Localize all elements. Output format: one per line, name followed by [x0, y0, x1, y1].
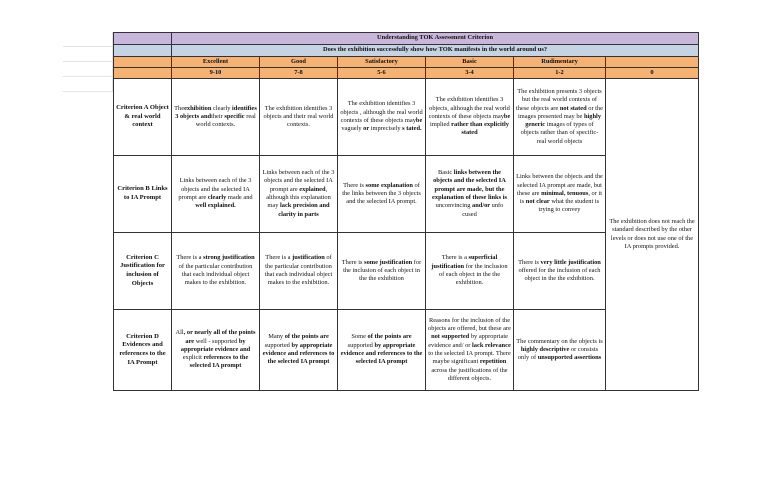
descriptor-emphasis: by appropriate evidence and references to the selected IA prompt	[340, 341, 423, 366]
descriptor-emphasis: minimal, tenuous	[541, 189, 589, 197]
descriptor-emphasis: or	[361, 125, 371, 133]
descriptor-cell	[338, 310, 426, 391]
descriptor-text: There is	[518, 258, 541, 266]
descriptor-emphasis: exhibition	[184, 104, 214, 112]
descriptor-emphasis: highly descriptive	[520, 345, 570, 353]
descriptor-text: to the selected IA prompt. There maybe significant	[428, 350, 511, 366]
descriptor-emphasis: and/or	[470, 202, 492, 210]
descriptor-emphasis: some justification	[364, 258, 413, 266]
descriptor-text: unfo cused	[462, 202, 504, 218]
descriptor-text: their	[211, 112, 225, 120]
descriptor-text: or consists only of	[517, 345, 599, 362]
descriptor-text: well - supported	[195, 337, 238, 345]
descriptor-cell	[172, 233, 260, 310]
descriptor-text: There is a	[265, 254, 293, 262]
band-range: 0	[606, 68, 699, 79]
descriptor-text: The exhibition presents 3 objects but the real world contexts of these objects are	[516, 87, 602, 112]
descriptor-emphasis: , or nearly all of the points are	[183, 329, 256, 345]
descriptor-text: supported	[264, 341, 290, 349]
descriptor-text: The exhibition identifies 3 objects and their real world contexts.	[263, 104, 334, 129]
descriptor-text: The exhibition identifies 3 objects, although the real world contexts of these objects may	[428, 96, 510, 120]
descriptor-text: unconvincing	[435, 202, 471, 210]
descriptor-emphasis: not clear	[525, 198, 550, 206]
band-range: 5-6	[338, 68, 426, 79]
spacer-cell	[114, 33, 172, 45]
descriptor-text: There is a	[441, 254, 469, 262]
descriptor-emphasis: explained	[299, 185, 326, 193]
descriptor-cell	[338, 233, 426, 310]
descriptor-cell	[338, 156, 426, 233]
descriptor-text: by appropriate evidence and/ or	[428, 333, 508, 349]
band-range: 3-4	[426, 68, 514, 79]
descriptor-text: All	[175, 329, 184, 337]
descriptor-emphasis: be	[415, 117, 423, 124]
band-label: Basic	[426, 57, 514, 68]
descriptor-cell	[260, 233, 338, 310]
descriptor-emphasis: of the points are	[283, 333, 329, 341]
descriptor-emphasis: be	[503, 112, 511, 120]
descriptor-text: , or it is	[519, 189, 603, 206]
descriptor-cell	[426, 233, 514, 310]
row-header-column	[63, 32, 113, 444]
descriptor-cell	[514, 79, 606, 156]
descriptor-emphasis: not supported	[431, 333, 470, 341]
descriptor-cell	[172, 310, 260, 391]
descriptor-cell	[514, 310, 606, 391]
descriptor-emphasis: some explanation	[365, 181, 413, 189]
descriptor-cell	[260, 310, 338, 391]
criterion-name: Criterion C Justification for inclusion of Objects	[114, 233, 172, 310]
descriptor-text: Many	[268, 333, 284, 341]
descriptor-text: supported	[347, 341, 373, 349]
descriptor-text: offered for the inclusion of each object in the the exhibition.	[518, 266, 601, 283]
descriptor-text: real world contexts.	[195, 112, 256, 129]
descriptor-text: of the links between the 3 objects and the selected IA prompt.	[342, 181, 421, 206]
descriptor-emphasis: links between the objects and the selected IA prompt are made, but the explanation of these links is	[432, 169, 507, 201]
band-label: Good	[260, 57, 338, 68]
band-label	[606, 57, 699, 68]
band-range: 9-10	[172, 68, 260, 79]
descriptor-text: , although this explanation may	[266, 185, 331, 210]
descriptor-text: Links between each of the 3 objects and the selected IA prompt are	[178, 177, 252, 201]
descriptor-text: vaguely	[341, 125, 362, 133]
descriptor-emphasis: strong justification	[203, 254, 255, 262]
descriptor-text: images of types of objects rather than of specific- real world objects	[520, 121, 599, 145]
descriptor-cell	[172, 156, 260, 233]
descriptor-emphasis: justification	[292, 254, 325, 262]
descriptor-emphasis: by appropriate evidence and references to the selected IA prompt	[262, 341, 335, 366]
spacer-cell	[114, 68, 172, 79]
descriptor-emphasis: unsupported assertions	[537, 354, 602, 362]
spacer-cell	[114, 57, 172, 68]
band-label: Satisfactory	[338, 57, 426, 68]
descriptor-emphasis: references to the selected IA prompt	[189, 354, 249, 370]
descriptor-text: of the particular contribution that each individual object makes to the exhibition.	[264, 254, 333, 287]
descriptor-text: clearly	[213, 104, 231, 112]
descriptor-text: There is	[343, 181, 366, 189]
descriptor-emphasis: rather than explicitly stated	[449, 121, 509, 137]
descriptor-text: There is a	[176, 254, 204, 262]
descriptor-text: Some	[351, 333, 366, 341]
descriptor-cell	[338, 79, 426, 156]
descriptor-cell	[426, 79, 514, 156]
descriptor-text: imprecisely	[370, 125, 401, 133]
descriptor-emphasis: s tated.	[400, 125, 422, 133]
descriptor-text: made and	[226, 194, 253, 201]
criterion-name: Criterion B Links to IA Prompt	[114, 156, 172, 233]
descriptor-text: explicit	[182, 354, 202, 362]
band-range: 7-8	[260, 68, 338, 79]
descriptor-text: There is	[341, 258, 365, 266]
descriptor-cell	[514, 156, 606, 233]
zero-band-description: The exhibition does not reach the standard described by the other levels or does not use one of the IA prompts provided.	[606, 79, 699, 391]
descriptor-emphasis: by appropriate evidence and	[180, 337, 251, 353]
descriptor-emphasis: superficial justification	[431, 254, 498, 270]
descriptor-emphasis: clearly	[207, 194, 227, 201]
descriptor-text: for the inclusion of each object in the the exhibition.	[438, 262, 508, 287]
descriptor-emphasis: highly generic	[525, 112, 602, 129]
descriptor-cell	[260, 79, 338, 156]
descriptor-text: what the student is trying to convey	[538, 198, 600, 214]
descriptor-emphasis: repetition	[479, 358, 507, 366]
descriptor-text: Links between the objects and the selected IA prompt are made, but these are	[516, 173, 603, 197]
descriptor-text: The commentary on the objects is	[516, 337, 603, 345]
descriptor-emphasis: well explained.	[195, 202, 236, 210]
criterion-name: Criterion A Object & real world context	[114, 79, 172, 156]
descriptor-text: Links between each of the 3 objects and the selected IA prompt are	[262, 169, 335, 193]
descriptor-emphasis: specific	[224, 112, 245, 120]
descriptor-text: across the justifications of the different objects.	[431, 366, 508, 382]
rubric-table	[113, 32, 699, 391]
descriptor-cell	[260, 156, 338, 233]
descriptor-text: of the particular contribution that each individual object makes to the exhibition.	[178, 262, 253, 287]
band-label: Rudimentary	[514, 57, 606, 68]
descriptor-emphasis: lack precision and clarity in parts	[278, 202, 330, 218]
descriptor-text: or the images presented may be	[517, 104, 603, 120]
criterion-row	[114, 79, 699, 156]
descriptor-emphasis: of the points are	[365, 333, 412, 341]
guiding-question: Does the exhibition successfully show how TOK manifests in the world around us?	[172, 45, 699, 57]
band-range: 1-2	[514, 68, 606, 79]
descriptor-text: Reasons for the inclusion of the objects are offered, but these are	[428, 316, 511, 333]
descriptor-emphasis: very little justification	[540, 258, 601, 266]
descriptor-text: The	[174, 104, 185, 112]
band-label: Excellent	[172, 57, 260, 68]
table-title: Understanding TOK Assessment Criterion	[172, 33, 699, 45]
descriptor-cell	[426, 310, 514, 391]
descriptor-cell	[426, 156, 514, 233]
descriptor-cell	[514, 233, 606, 310]
descriptor-emphasis: identifies 3 objects and	[175, 104, 257, 120]
descriptor-emphasis: not stated	[559, 104, 587, 112]
criterion-name: Criterion D Evidences and references to the IA Prompt	[114, 310, 172, 391]
descriptor-text: implied	[430, 121, 450, 129]
descriptor-text: for the inclusion of each object in the the exhibition	[343, 258, 422, 283]
descriptor-text: The exhibition identifies 3 objects , although the real world contexts of these objects may	[340, 100, 423, 124]
descriptor-cell	[172, 79, 260, 156]
descriptor-emphasis: lack relevance	[472, 341, 511, 349]
spacer-cell	[114, 45, 172, 57]
descriptor-text: Basic	[437, 169, 453, 177]
